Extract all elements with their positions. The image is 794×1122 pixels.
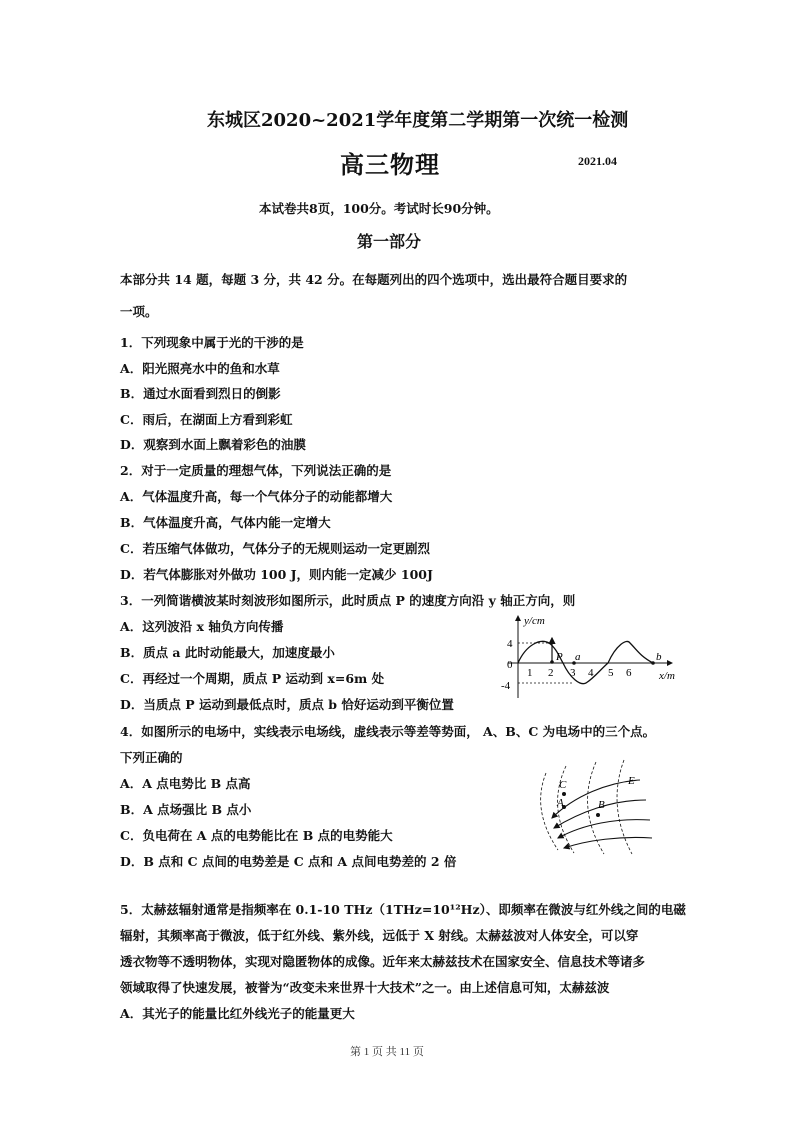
- point-label-a: A: [557, 797, 564, 809]
- option: C．雨后，在湖面上方看到彩虹: [120, 412, 293, 427]
- option: B．通过水面看到烈日的倒影: [120, 386, 281, 401]
- x-axis-label: x/m: [659, 670, 675, 682]
- option: A．阳光照亮水中的鱼和水草: [120, 361, 280, 376]
- point-label-b: B: [598, 799, 605, 811]
- x-tick-label: 5: [608, 667, 614, 679]
- question-stem: 4．如图所示的电场中，实线表示电场线，虚线表示等差等势面， A、B、C 为电场中的三个点。: [120, 724, 656, 739]
- option: C．若压缩气体做功，气体分子的无规则运动一定更剧烈: [120, 541, 430, 556]
- option: B．气体温度升高，气体内能一定增大: [120, 515, 331, 530]
- exam-date: 2021.04: [578, 154, 617, 168]
- y-tick-label: -4: [501, 680, 511, 692]
- field-line: [558, 820, 650, 838]
- intro-line: 本部分共 14 题，每题 3 分，共 42 分。在每题列出的四个选项中，选出最符合题目要求的: [120, 272, 628, 287]
- option: A．气体温度升高，每一个气体分子的动能都增大: [120, 489, 393, 504]
- option: B．质点 a 此时动能最大，加速度最小: [120, 645, 335, 660]
- option: B．A 点场强比 B 点小: [120, 802, 252, 817]
- exam-title: 东城区2020~2021学年度第二学期第一次统一检测: [207, 110, 629, 131]
- option: D．当质点 P 运动到最低点时，质点 b 恰好运动到平衡位置: [120, 697, 454, 712]
- point-label: P: [556, 651, 563, 663]
- option: A．A 点电势比 B 点高: [120, 776, 251, 791]
- question-stem: 2．对于一定质量的理想气体，下列说法正确的是: [120, 463, 392, 478]
- wave-figure: [490, 612, 680, 702]
- q5-line: 5．太赫兹辐射通常是指频率在 0.1-10 THz（1THz=10¹²Hz）、即频率在微波与红外线之间的电磁: [120, 902, 686, 917]
- y-axis-label: y/cm: [524, 615, 545, 627]
- option: A．其光子的能量比红外线光子的能量更大: [120, 1006, 355, 1021]
- q5-line: 透衣物等不透明物体，实现对隐匿物体的成像。近年来太赫兹技术在国家安全、信息技术等诸多: [120, 954, 646, 969]
- point-label: b: [656, 651, 662, 663]
- y-tick-label: 4: [507, 638, 513, 650]
- exam-note: 本试卷共8页，100分。考试时长90分钟。: [259, 201, 499, 216]
- option: C．再经过一个周期，质点 P 运动到 x=6m 处: [120, 671, 385, 686]
- x-tick-label: 3: [570, 667, 576, 679]
- subject-title: 高三物理: [340, 150, 440, 179]
- question-stem: 3．一列简谐横波某时刻波形如图所示，此时质点 P 的速度方向沿 y 轴正方向，则: [120, 593, 576, 608]
- field-label-e: E: [628, 775, 635, 787]
- option: D．若气体膨胀对外做功 100 J，则内能一定减少 100J: [120, 567, 433, 582]
- field-line: [564, 837, 652, 848]
- q5-line: 辐射，其频率高于微波，低于红外线、紫外线，远低于 X 射线。太赫兹波对人体安全，可以穿: [120, 928, 639, 943]
- question-stem: 1．下列现象中属于光的干涉的是: [120, 335, 304, 350]
- point-label-c: C: [559, 779, 567, 791]
- question-stem-continued: 下列正确的: [120, 750, 183, 765]
- electric-field-figure: [528, 758, 668, 858]
- part-heading: 第一部分: [357, 232, 422, 251]
- page-footer: 第 1 页 共 11 页: [350, 1046, 424, 1058]
- intro-line: 一项。: [120, 304, 158, 319]
- x-tick-label: 1: [527, 667, 533, 679]
- point-label: a: [575, 651, 581, 663]
- equipotential-line: [541, 773, 558, 850]
- x-tick-label: 4: [588, 667, 594, 679]
- y-tick-label: 0: [507, 659, 513, 671]
- q5-line: 领域取得了快速发展，被誉为“改变未来世界十大技术”之一。由上述信息可知，太赫兹波: [120, 980, 610, 995]
- option: A．这列波沿 x 轴负方向传播: [120, 619, 284, 634]
- x-tick-label: 2: [548, 667, 554, 679]
- option: D．B 点和 C 点间的电势差是 C 点和 A 点间电势差的 2 倍: [120, 854, 457, 869]
- option: D．观察到水面上飘着彩色的油膜: [120, 437, 306, 452]
- x-tick-label: 6: [626, 667, 632, 679]
- option: C．负电荷在 A 点的电势能比在 B 点的电势能大: [120, 828, 393, 843]
